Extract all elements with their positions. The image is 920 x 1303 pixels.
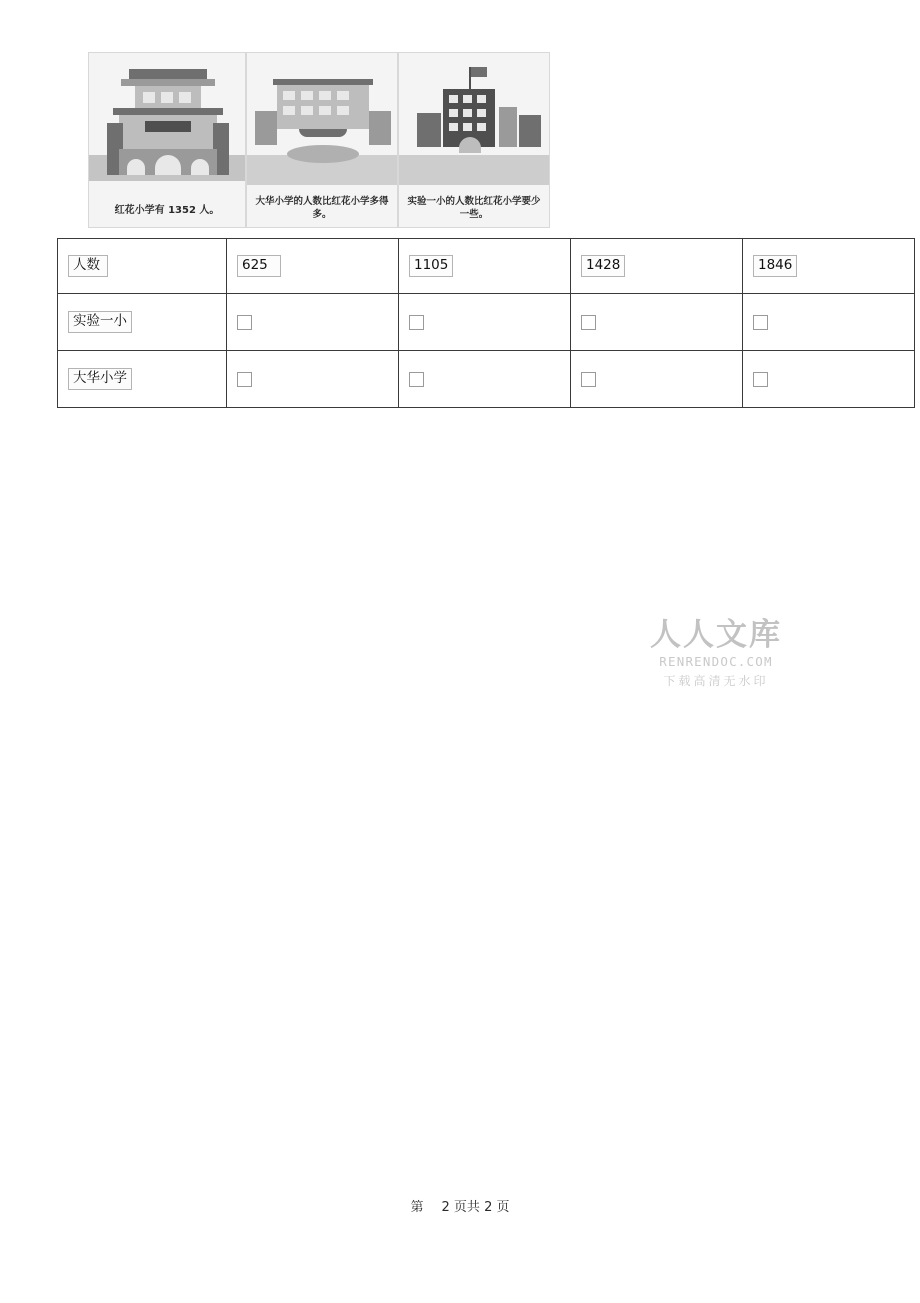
footer-page-number: 2 页共 2 页 xyxy=(441,1200,510,1215)
entrance-canopy xyxy=(299,129,347,137)
pond xyxy=(287,145,359,163)
window-row-b4 xyxy=(337,106,349,115)
upper-window-a xyxy=(143,92,155,103)
population-cell xyxy=(743,239,915,294)
checkbox[interactable] xyxy=(409,315,424,330)
tower-window-2 xyxy=(463,95,472,103)
side-wing-right xyxy=(369,111,391,145)
checkbox[interactable] xyxy=(581,372,596,387)
table-row xyxy=(58,294,915,351)
roof-lower xyxy=(121,79,215,86)
checkbox-cell[interactable] xyxy=(399,294,571,351)
illustration-caption: 大华小学的人数比红花小学多得多。 xyxy=(255,196,389,220)
checkbox-cell[interactable] xyxy=(227,351,399,408)
illustration-row xyxy=(88,52,550,228)
gate-arch-center xyxy=(155,155,181,175)
checkbox[interactable] xyxy=(409,372,424,387)
checkbox-cell[interactable] xyxy=(399,351,571,408)
illustration-dahua-primary-school xyxy=(246,52,398,228)
window-row-a2 xyxy=(301,91,313,100)
gate-arch-right xyxy=(191,159,209,175)
window-row-a4 xyxy=(337,91,349,100)
checkbox-cell[interactable] xyxy=(743,294,915,351)
entrance xyxy=(459,137,481,153)
table-row xyxy=(58,351,915,408)
checkbox-cell[interactable] xyxy=(571,351,743,408)
eave xyxy=(113,108,223,115)
illustration-caption: 红花小学有 1352 人。 xyxy=(114,205,220,216)
table-row xyxy=(58,239,915,294)
page-footer xyxy=(0,1196,920,1215)
row-label: 实验一小 xyxy=(68,311,132,333)
illustration-honghua-primary-school xyxy=(88,52,246,228)
tower-window-3 xyxy=(477,95,486,103)
tower-window-6 xyxy=(477,109,486,117)
illustration-caption: 实验一小的人数比红花小学要少一些。 xyxy=(407,196,541,220)
gate-arch-left xyxy=(127,159,145,175)
checkbox[interactable] xyxy=(237,372,252,387)
window-row-b3 xyxy=(319,106,331,115)
row-label-cell xyxy=(58,351,227,408)
side-building-left xyxy=(417,113,441,147)
tower-window-4 xyxy=(449,109,458,117)
population-value: 1428 xyxy=(581,255,625,277)
row-label: 大华小学 xyxy=(68,368,132,390)
upper-window-c xyxy=(179,92,191,103)
flag xyxy=(471,67,487,77)
side-wing-left xyxy=(255,111,277,145)
school-population-table xyxy=(57,238,863,408)
upper-window-b xyxy=(161,92,173,103)
far-building-right xyxy=(519,115,541,147)
watermark-domain: RENRENDOC.COM xyxy=(659,654,773,669)
population-value: 1846 xyxy=(753,255,797,277)
tower-window-8 xyxy=(463,123,472,131)
side-building-right xyxy=(499,107,517,147)
tower-window-1 xyxy=(449,95,458,103)
checkbox[interactable] xyxy=(237,315,252,330)
window-row-b1 xyxy=(283,106,295,115)
row-label-cell xyxy=(58,239,227,294)
checkbox[interactable] xyxy=(581,315,596,330)
checkbox-cell[interactable] xyxy=(571,294,743,351)
population-value: 1105 xyxy=(409,255,453,277)
checkbox[interactable] xyxy=(753,372,768,387)
tower-window-9 xyxy=(477,123,486,131)
checkbox[interactable] xyxy=(753,315,768,330)
tower-window-7 xyxy=(449,123,458,131)
row-label: 人数 xyxy=(68,255,108,277)
watermark xyxy=(636,618,796,689)
roof xyxy=(129,69,207,79)
watermark-title: 人人文库 xyxy=(650,617,782,653)
footer-prefix: 第 xyxy=(410,1200,424,1215)
population-cell xyxy=(227,239,399,294)
population-cell xyxy=(399,239,571,294)
row-label-cell xyxy=(58,294,227,351)
population-value: 625 xyxy=(237,255,281,277)
ground xyxy=(399,155,549,185)
checkbox-cell[interactable] xyxy=(743,351,915,408)
window-row-a1 xyxy=(283,91,295,100)
tower-window-5 xyxy=(463,109,472,117)
window-row-a3 xyxy=(319,91,331,100)
window-row-b2 xyxy=(301,106,313,115)
signboard xyxy=(145,121,191,132)
checkbox-cell[interactable] xyxy=(227,294,399,351)
watermark-tagline: 下载高清无水印 xyxy=(663,674,769,688)
population-cell xyxy=(571,239,743,294)
illustration-shiyan-first-primary-school xyxy=(398,52,550,228)
